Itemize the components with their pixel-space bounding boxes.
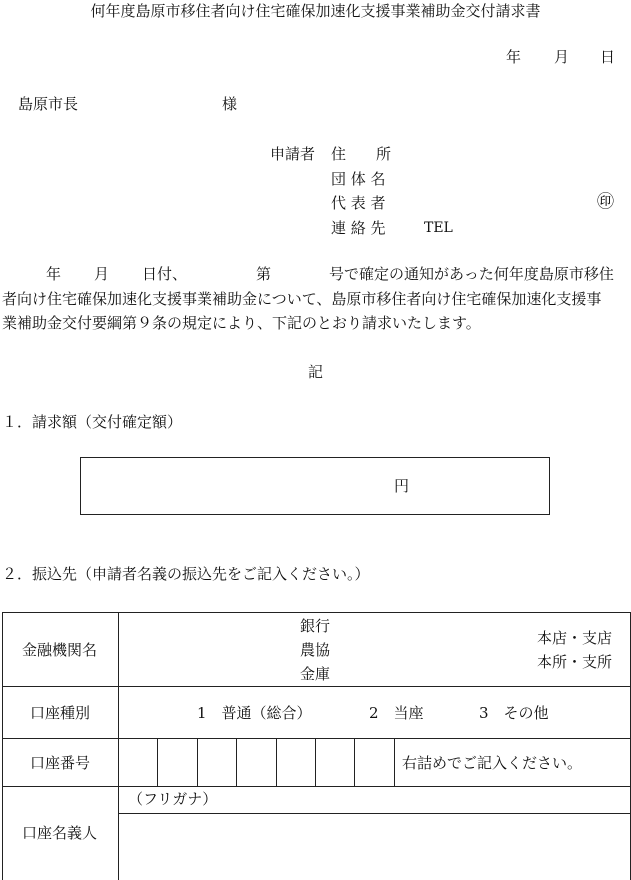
account-type-other[interactable]: 3 その他 (479, 704, 549, 722)
account-type-checking[interactable]: 2 当座 (369, 704, 424, 722)
body-day: 日付、 (142, 265, 188, 283)
branch-type-main-branch: 本店・支店 (537, 629, 613, 647)
ki-label: 記 (308, 363, 324, 381)
document-title: 何年度島原市移住者向け住宅確保加速化支援事業補助金交付請求書 (90, 2, 541, 20)
bank-name-field[interactable] (119, 613, 630, 685)
applicant-address-label: 住 所 (331, 145, 392, 163)
account-holder-field[interactable] (119, 814, 630, 880)
claim-amount-box[interactable] (80, 457, 550, 515)
seal-mark: ㊞ (597, 192, 614, 212)
body-line2: 者向け住宅確保加速化支援事業補助金について、島原市移住者向け住宅確保加速化支援事 (2, 290, 602, 308)
account-type-label: 口座種別 (30, 704, 91, 722)
digit-divider (394, 738, 395, 786)
applicant-group-label: 団 体 名 (331, 170, 386, 188)
furigana-field[interactable] (200, 787, 630, 812)
account-holder-label: 口座名義人 (22, 824, 98, 842)
section2-heading: ２．振込先（申請者名義の振込先をご記入ください。） (2, 565, 370, 583)
yen-unit: 円 (394, 477, 410, 495)
body-line1-rest: 号で確定の通知があった何年度島原市移住 (329, 265, 614, 283)
date-day: 日 (600, 48, 616, 66)
account-number-note: 右詰めでご記入ください。 (402, 754, 583, 772)
body-dai: 第 (256, 265, 272, 283)
account-number-label: 口座番号 (30, 754, 91, 772)
bank-name-label: 金融機関名 (22, 641, 98, 659)
bank-type-bank: 銀行 (300, 617, 331, 635)
applicant-label: 申請者 (270, 145, 316, 163)
date-year: 年 (506, 48, 522, 66)
body-year: 年 (46, 265, 62, 283)
bank-type-credit: 金庫 (300, 665, 331, 683)
addressee-name: 島原市長 (18, 95, 79, 113)
date-month: 月 (554, 48, 570, 66)
applicant-tel-label: TEL (424, 220, 453, 236)
account-number-field[interactable] (119, 739, 394, 786)
body-line3: 業補助金交付要綱第９条の規定により、下記のとおり請求いたします。 (2, 314, 481, 332)
applicant-representative-label: 代 表 者 (331, 194, 386, 212)
addressee-honorific: 様 (222, 95, 238, 113)
table-row-divider (2, 686, 631, 687)
body-month: 月 (94, 265, 110, 283)
bank-type-agricoop: 農協 (300, 641, 331, 659)
applicant-contact-label: 連 絡 先 (331, 219, 386, 237)
account-type-ordinary[interactable]: 1 普通（総合） (197, 704, 312, 722)
section1-heading: １．請求額（交付確定額） (2, 413, 183, 431)
branch-type-main-office: 本所・支所 (537, 653, 613, 671)
furigana-label: （フリガナ） (128, 790, 218, 808)
